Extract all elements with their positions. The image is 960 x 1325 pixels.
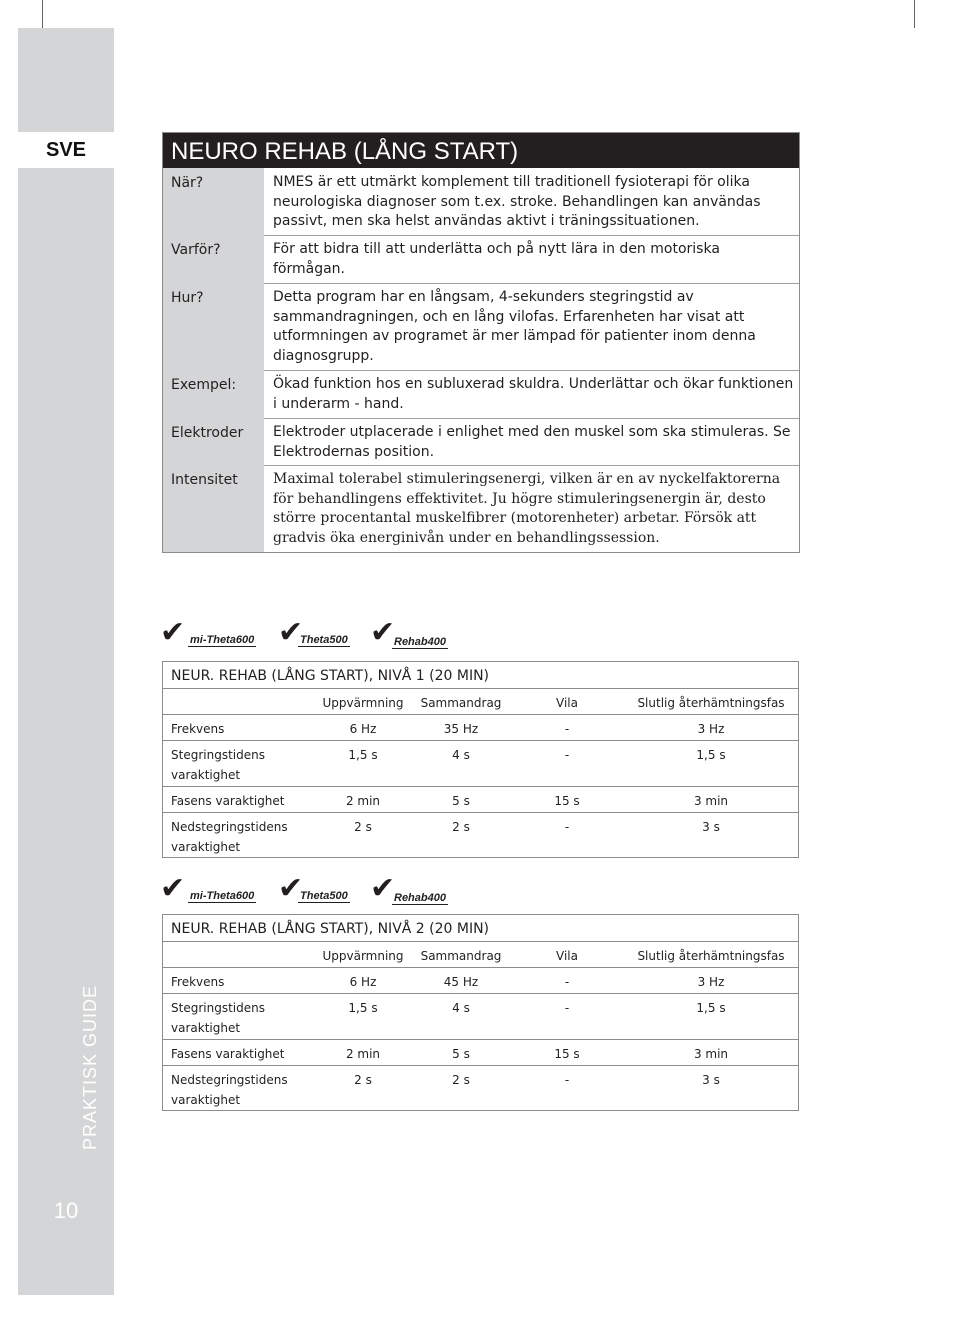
row-label: Stegringstidens varaktighet: [171, 1001, 265, 1035]
text-intensity: Maximal tolerabel stimuleringsenergi, vilken är en av nyckelfaktorerna för behandlingens effektivitet. Ju högre stimuleringsenergin är, desto större procentantal muskelfibrer (motorenheter) arbetar. Försök att gradvis öka energinivån under en behandlingssession.: [273, 471, 781, 546]
table-cell: 3 min: [693, 794, 729, 808]
label-intensity: Intensitet: [171, 472, 238, 488]
language-label: SVE: [18, 132, 114, 168]
device-compat-row: [160, 615, 480, 652]
check-icon: ✔: [160, 615, 186, 650]
rehab400-logo: Rehab400: [394, 892, 446, 904]
row-label: Stegringstidens varaktighet: [171, 748, 265, 782]
row-divider: [264, 418, 799, 419]
table-cell: 35 Hz: [443, 722, 479, 736]
table-cell: 1,5 s: [348, 748, 378, 762]
row-label: Nedstegringstidens varaktighet: [171, 1073, 288, 1107]
row-divider: [163, 786, 798, 787]
header-cell: Vila: [556, 949, 578, 963]
header-cell: Sammandrag: [420, 949, 502, 963]
row-divider: [264, 370, 799, 371]
row-label: Frekvens: [171, 975, 225, 989]
level-table: [162, 914, 799, 1111]
table-cell: -: [564, 1001, 570, 1015]
table-cell: 45 Hz: [443, 975, 479, 989]
text-example: Ökad funktion hos en subluxerad skuldra. Underlättar och ökar funktionen i underarm - hand.: [273, 376, 794, 412]
check-icon: ✔: [370, 871, 396, 906]
rehab400-logo: Rehab400: [394, 636, 446, 648]
level-table: [162, 661, 799, 858]
row-divider: [264, 235, 799, 236]
table-cell: 1,5 s: [696, 748, 726, 762]
table-cell: 2 min: [345, 1047, 381, 1061]
table-cell: 3 Hz: [697, 722, 725, 736]
table-cell: 6 Hz: [349, 975, 377, 989]
header-cell: Sammandrag: [420, 696, 502, 710]
header-cell: Slutlig återhämtningsfas: [637, 696, 785, 710]
check-icon: ✔: [278, 871, 304, 906]
crop-mark: [914, 0, 915, 28]
table-cell: 15 s: [554, 794, 580, 808]
sidebar-top: [18, 28, 114, 132]
table-cell: 2 s: [354, 820, 372, 834]
label-when: När?: [171, 175, 204, 191]
table-cell: 1,5 s: [696, 1001, 726, 1015]
section-label: PRAKTISK GUIDE: [80, 984, 100, 1150]
table-cell: 3 Hz: [697, 975, 725, 989]
table-cell: 2 s: [354, 1073, 372, 1087]
row-divider: [163, 740, 798, 741]
row-label: Frekvens: [171, 722, 225, 736]
table-cell: -: [564, 1073, 570, 1087]
table-cell: 3 s: [702, 1073, 720, 1087]
program-box: [162, 132, 800, 553]
header-cell: Uppvärmning: [322, 696, 404, 710]
device-compat-row: [160, 871, 480, 908]
table-cell: -: [564, 820, 570, 834]
check-icon: ✔: [278, 615, 304, 650]
row-divider: [264, 465, 799, 466]
table-cell: -: [564, 722, 570, 736]
check-icon: ✔: [160, 871, 186, 906]
row-divider: [264, 283, 799, 284]
theta500-logo: Theta500: [300, 634, 348, 646]
text-electrodes: Elektroder utplacerade i enlighet med den muskel som ska stimuleras. Se Elektrodernas position.: [273, 424, 791, 460]
table-cell: 6 Hz: [349, 722, 377, 736]
row-label: Fasens varaktighet: [171, 1047, 285, 1061]
row-divider: [163, 1039, 798, 1040]
header-cell: Vila: [556, 696, 578, 710]
row-divider: [163, 812, 798, 813]
label-how: Hur?: [171, 290, 204, 306]
table-title: NEUR. REHAB (LÅNG START), NIVÅ 2 (20 MIN): [163, 915, 798, 942]
header-cell: Slutlig återhämtningsfas: [637, 949, 785, 963]
check-icon: ✔: [370, 615, 396, 650]
table-cell: -: [564, 975, 570, 989]
label-why: Varför?: [171, 242, 221, 258]
row-label: Nedstegringstidens varaktighet: [171, 820, 288, 854]
table-cell: 5 s: [452, 794, 470, 808]
row-divider: [163, 1065, 798, 1066]
table-cell: 4 s: [452, 748, 470, 762]
row-divider: [163, 993, 798, 994]
table-title: NEUR. REHAB (LÅNG START), NIVÅ 1 (20 MIN): [163, 662, 798, 689]
table-cell: 1,5 s: [348, 1001, 378, 1015]
table-cell: 4 s: [452, 1001, 470, 1015]
row-divider: [163, 967, 798, 968]
label-column: [163, 168, 264, 552]
table-cell: 3 s: [702, 820, 720, 834]
label-example: Exempel:: [171, 377, 237, 393]
table-cell: 15 s: [554, 1047, 580, 1061]
row-divider: [163, 714, 798, 715]
label-electrodes: Elektroder: [171, 425, 244, 441]
row-label: Fasens varaktighet: [171, 794, 285, 808]
text-why: För att bidra till att underlätta och på nytt lära in den motoriska förmågan.: [273, 241, 720, 277]
crop-mark: [42, 0, 43, 28]
mi-theta600-logo: mi-Theta600: [190, 890, 255, 902]
text-how: Detta program har en långsam, 4-sekunders stegringstid av sammandragningen, och en lång vilofas. Erfarenheten har visat att utformningen av programet är mer lämpad för patienter inom denna diagnosgrupp.: [273, 289, 756, 364]
text-when: NMES är ett utmärkt komplement till traditionell fysioterapi för olika neurologiska diagnoser som t.ex. stroke. Behandlingen kan användas passivt, men ska helst användas aktivt i träningssituationen.: [273, 174, 761, 229]
page-number: 10: [53, 1198, 79, 1223]
table-cell: 2 s: [452, 1073, 470, 1087]
mi-theta600-logo: mi-Theta600: [190, 634, 255, 646]
table-cell: -: [564, 748, 570, 762]
program-title: NEURO REHAB (LÅNG START): [163, 133, 799, 168]
table-cell: 3 min: [693, 1047, 729, 1061]
theta500-logo: Theta500: [300, 890, 348, 902]
table-cell: 2 s: [452, 820, 470, 834]
header-cell: Uppvärmning: [322, 949, 404, 963]
table-cell: 5 s: [452, 1047, 470, 1061]
table-cell: 2 min: [345, 794, 381, 808]
